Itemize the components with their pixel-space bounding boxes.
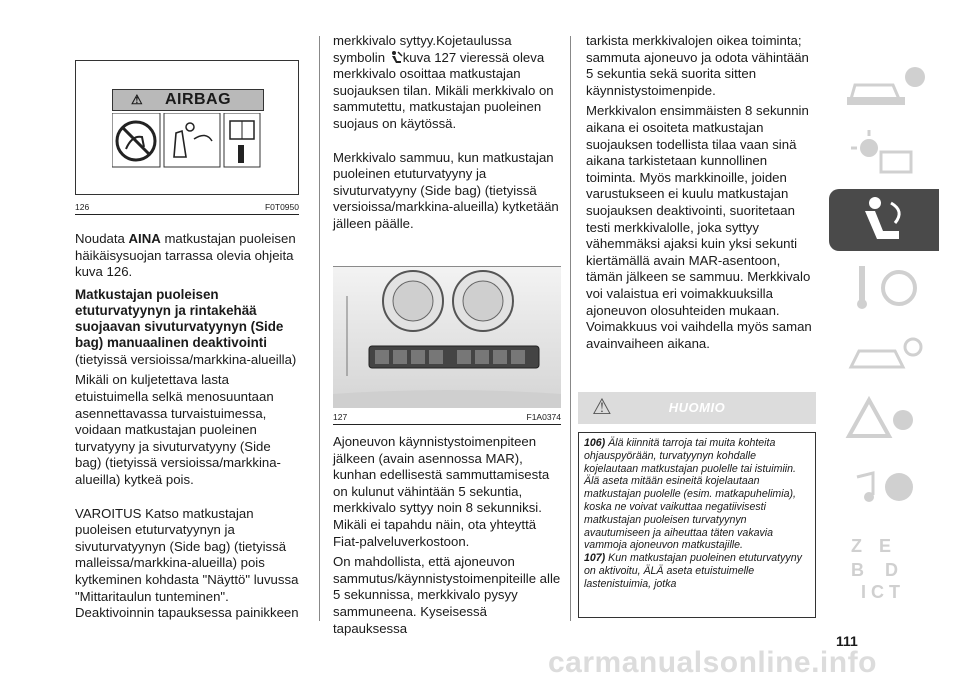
warning-triangle-icon: ⚠ <box>592 394 612 419</box>
warning-triangle-icon: ⚠ <box>131 92 144 107</box>
airbag-warning-pictograms <box>112 113 262 171</box>
note-title: HUOMIO <box>668 400 726 415</box>
note-107: 107) Kun matkustajan puoleinen etuturvatyyny on aktivoitu, ÄLÄ aseta etuistuimelle lastenistuimia, jotka <box>584 552 802 590</box>
child-seat-paragraph: Mikäli on kuljetettava lasta etuistuimella selkä menosuuntaan asennettavassa turvaistuimessa, voidaan matkustajan puoleinen turvatyyny ja sivuturvatyyny (Side bag) (tietyissä versioissa/markkina-alueilla) kytkeä pois. <box>75 372 281 487</box>
reactivation-paragraph: Merkkivalo sammuu, kun matkustajan puoleinen etuturvatyyny ja sivuturvatyyny (Side bag) (tietyissä versioissa/markkina-alueilla) kytketään jälleen päälle. <box>333 149 559 231</box>
svg-text:E: E <box>879 536 892 556</box>
tab-airbag-seat[interactable] <box>829 189 939 251</box>
svg-text:D: D <box>885 560 898 580</box>
passenger-airbag-off-icon <box>389 50 403 64</box>
key-steering-icon <box>829 256 939 318</box>
check-paragraph: tarkista merkkivalojen oikea toiminta; sammuta ajoneuvo ja odota vähintään 5 sekuntia sekä suorita sitten käynnistystoimenpide. <box>586 33 809 98</box>
tab-alphabet-index[interactable] <box>829 524 939 602</box>
lights-mail-icon <box>829 122 939 184</box>
svg-text:I C T: I C T <box>861 582 900 602</box>
tab-car-info[interactable] <box>829 55 939 117</box>
music-nav-icon <box>829 457 939 519</box>
tab-lights-mail[interactable] <box>829 122 939 184</box>
triangle-warning-icon <box>829 390 939 452</box>
car-info-icon <box>829 55 939 117</box>
figure-code: F0T0950 <box>264 202 299 212</box>
column-divider-2 <box>570 36 571 621</box>
note-106: 106) Älä kiinnitä tarroja tai muita kohteita ohjauspyörään, turvatyynyn kohdalle kojelautaan matkustajan puolelle tai istuimiin. Älä aseta mitään esineitä kojelautaan matkustajan puolelle (esim. matkapuhelimia), koska ne voivat vaikuttaa negatiivisesti matkustajan puoleisen turvatyynyn avautumiseen ja aiheuttaa täten vakavia vammoja ajoneuvon matkustajille. <box>584 437 796 552</box>
figure-rule <box>333 424 561 425</box>
watermark: carmanualsonline.info <box>548 646 877 679</box>
figure-126-caption <box>75 202 299 212</box>
figure-code: F1A0374 <box>526 412 561 422</box>
figure-rule <box>75 214 299 215</box>
figure-126 <box>75 60 299 195</box>
airbag-label: ⚠ AIRBAG <box>112 89 264 111</box>
indicator-paragraph: merkkivalo syttyy.Kojetaulussa symbolin kuva 127 vieressä oleva merkkivalo osoittaa matkustajan suojauksen tilan. Mikäli merkkivalo on sammutettu, matkustajan puoleinen suojaus on käytössä. <box>333 33 554 131</box>
tab-triangle-warning[interactable] <box>829 390 939 452</box>
figure-127-caption <box>333 412 561 422</box>
note-box <box>578 432 816 618</box>
road-wrench-icon <box>829 323 939 385</box>
warning-paragraph: VAROITUS Katso matkustajan puoleisen etuturvatyynyn ja sivuturvatyynyn (Side bag) (tietyissä malleissa/markkina-alueilla) pois kytkeminen kohdasta "Näyttö" luvussa "Mittaritaulun tunteminen". Deaktivoinnin tapauksessa painikkeen <box>75 505 299 621</box>
note-header <box>578 392 816 424</box>
region-note: (tietyissä versioissa/markkina-alueilla) <box>75 351 297 367</box>
alphabet-index-icon <box>829 524 939 604</box>
tab-key-steering[interactable] <box>829 256 939 318</box>
tab-road-wrench[interactable] <box>829 323 939 385</box>
page-number: 111 <box>836 633 858 649</box>
svg-text:B: B <box>851 560 864 580</box>
intro-paragraph: Noudata AINA matkustajan puoleisen häikäisysuojan tarrassa olevia ohjeita kuva 126. <box>75 231 296 280</box>
figure-127-dashboard-photo <box>333 266 561 408</box>
column-divider-1 <box>319 36 320 621</box>
tab-music-nav[interactable] <box>829 457 939 519</box>
airbag-seat-icon <box>829 189 939 251</box>
figure-number: 126 <box>75 202 90 212</box>
first-seconds-paragraph: Merkkivalon ensimmäisten 8 sekunnin aikana ei osoiteta matkustajan suojauksen todellista tilaa vaan sinä aikana tarkistetaan kunnollinen toiminta. Myös markkinoille, joiden varustukseen ei kuulu matkustajan suojauksen deaktivointi, suoritetaan testi merkkivalolle, joka syttyy vähemmäksi ajaksi kuin yksi sekunti kiertämällä avain MAR-asentoon, tämän jälkeen se sammuu. Merkkivalo voi valaistua eri voimakkuuksilla ajoneuvon olosuhteiden mukaan. Voimakkuus voi vaihdella myös saman avainvaiheen aikana. <box>586 103 812 351</box>
svg-text:Z: Z <box>851 536 862 556</box>
figure-number: 127 <box>333 412 348 422</box>
startup-paragraph: Ajoneuvon käynnistystoimenpiteen jälkeen (avain asennossa MAR), kunhan edellisestä sammuttamisesta on kulunut vähintään 5 sekuntia, merkkivalo syttyy noin 8 sekunniksi. Mikäli ei tapahdu näin, ota yhteyttä Fiat-palveluverkostoon. <box>333 434 550 549</box>
restart-paragraph: On mahdollista, että ajoneuvon sammutus/käynnistystoimenpiteille alle 5 sekunnissa, merkkivalo pysyy sammuneena. Kyseisessä tapauksessa <box>333 554 561 636</box>
section-heading: Matkustajan puoleisen etuturvatyynyn ja rintakehää suojaavan sivuturvatyynyn (Side bag) manuaalinen deaktivointi <box>75 286 284 350</box>
